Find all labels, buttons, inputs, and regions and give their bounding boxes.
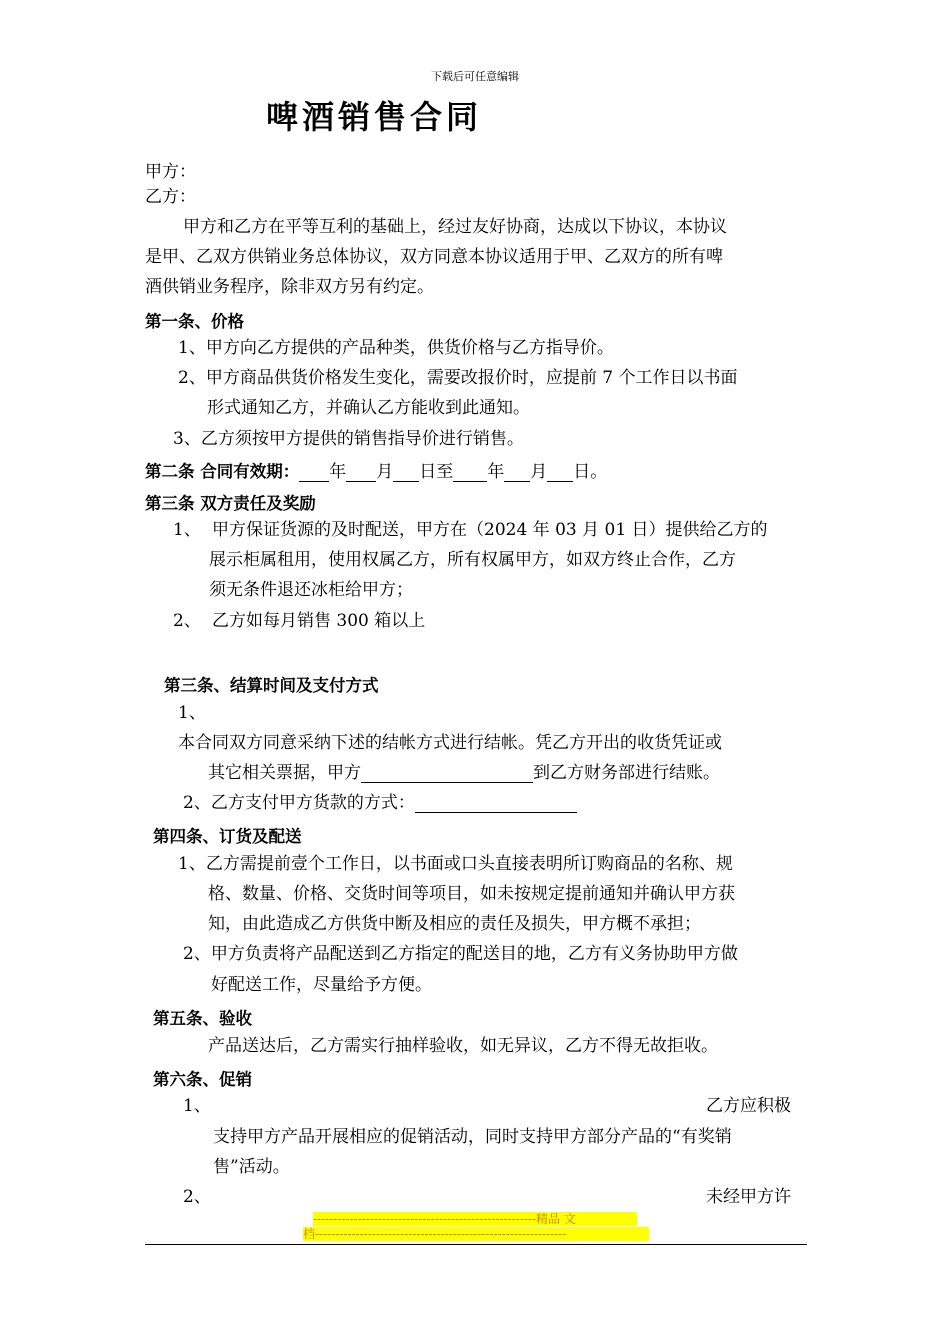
s3-item-1-line-3: 须无条件退还冰柜给甲方； — [209, 580, 413, 600]
s3b-item-2-text: 2、乙方支付甲方货款的方式： — [183, 793, 415, 813]
month-label: 月 — [376, 462, 394, 482]
s1-item-2-line-1: 2、甲方商品供货价格发生变化，需要改报价时，应提前 7 个工作日以书面 — [178, 368, 738, 388]
s4-item-1-line-1: 1、乙方需提前壹个工作日，以书面或口头直接表明所订购商品的名称、规 — [178, 854, 733, 874]
intro-line-1: 甲方和乙方在平等互利的基础上，经过友好协商，达成以下协议，本协议 — [183, 217, 727, 237]
s3b-line-2-pre: 其它相关票据，甲方 — [208, 763, 361, 783]
footer-rule — [145, 1244, 807, 1245]
section-2-heading: 第二条 合同有效期： — [145, 462, 300, 481]
s3b-item-1-line-2 — [208, 763, 720, 783]
year-label: 年 — [329, 462, 347, 482]
blank-party-a-rep[interactable] — [361, 764, 533, 783]
s4-item-2-line-1: 2、甲方负责将产品配送到乙方指定的配送目的地，乙方有义务协助甲方做 — [183, 944, 738, 964]
s3b-item-2 — [183, 793, 577, 813]
s1-item-2-line-2: 形式通知乙方，并确认乙方能收到此通知。 — [207, 398, 530, 418]
s6-item-1-right: 乙方应积极 — [706, 1096, 791, 1116]
s6-item-1-number: 1、 — [183, 1096, 211, 1116]
s4-item-2-line-2: 好配送工作，尽量给予方便。 — [211, 975, 432, 995]
s3-item-1-line-1: 甲方保证货源的及时配送，甲方在（2024 年 03 月 01 日）提供给乙方的 — [212, 520, 768, 540]
day-to-label: 日至 — [419, 462, 454, 482]
s3b-item-1-line-1: 本合同双方同意采纳下述的结帐方式进行结帐。凭乙方开出的收货凭证或 — [178, 733, 722, 753]
s3b-item-1-number: 1、 — [178, 703, 206, 723]
day-end-label: 日。 — [573, 462, 608, 482]
blank-year-end[interactable] — [453, 463, 487, 482]
section-4-heading: 第四条、订货及配送 — [153, 827, 302, 846]
year-end-label: 年 — [487, 462, 505, 482]
s5-text: 产品送达后，乙方需实行抽样验收，如无异议，乙方不得无故拒收。 — [208, 1036, 718, 1056]
blank-month[interactable] — [346, 463, 376, 482]
s1-item-3: 3、乙方须按甲方提供的销售指导价进行销售。 — [173, 429, 524, 449]
party-a-label: 甲方： — [145, 162, 196, 182]
footer-line-1: -------------------------------------------------------精品 文 — [313, 1212, 637, 1226]
section-6-heading: 第六条、促销 — [153, 1070, 252, 1089]
s3-item-1-line-2: 展示柜属租用，使用权属乙方，所有权属甲方，如双方终止合作，乙方 — [209, 550, 736, 570]
s3-item-2: 乙方如每月销售 300 箱以上 — [212, 611, 426, 631]
s4-item-1-line-3: 知，由此造成乙方供货中断及相应的责任及损失，甲方概不承担； — [208, 914, 701, 934]
s6-item-1-line-3: 售”活动。 — [213, 1157, 290, 1177]
s3b-line-2-post: 到乙方财务部进行结账。 — [533, 763, 720, 783]
s6-item-2-number: 2、 — [183, 1187, 211, 1207]
party-b-label: 乙方： — [145, 187, 196, 207]
intro-line-3: 酒供销业务程序，除非双方另有约定。 — [145, 277, 434, 297]
s1-item-1: 1、甲方向乙方提供的产品种类，供货价格与乙方指导价。 — [178, 338, 614, 358]
blank-payment-method[interactable] — [415, 794, 577, 813]
s6-item-1-line-2: 支持甲方产品开展相应的促销活动，同时支持甲方部分产品的“有奖销 — [213, 1127, 732, 1147]
section-3b-heading: 第三条、结算时间及支付方式 — [164, 676, 379, 695]
blank-day-end[interactable] — [547, 463, 573, 482]
s3-item-2-number: 2、 — [173, 611, 201, 631]
s4-item-1-line-2: 格、数量、价格、交货时间等项目，如未按规定提前通知并确认甲方获 — [208, 884, 735, 904]
document-title: 啤酒销售合同 — [266, 98, 483, 136]
blank-month-end[interactable] — [504, 463, 530, 482]
s3-item-1-number: 1、 — [173, 520, 201, 540]
header-note: 下载后可任意编辑 — [431, 70, 519, 83]
footer-line-2: 档-------------------------------------------------------------- — [303, 1227, 649, 1241]
intro-line-2: 是甲、乙双方供销业务总体协议，双方同意本协议适用于甲、乙双方的所有啤 — [145, 247, 723, 267]
s6-item-2-right: 未经甲方许 — [706, 1187, 791, 1207]
blank-day[interactable] — [393, 463, 419, 482]
section-3-heading: 第三条 双方责任及奖励 — [145, 494, 316, 513]
month-end-label: 月 — [530, 462, 548, 482]
section-2-line — [145, 458, 607, 482]
blank-year[interactable] — [299, 463, 329, 482]
section-1-heading: 第一条、价格 — [145, 312, 244, 331]
section-5-heading: 第五条、验收 — [153, 1009, 252, 1028]
